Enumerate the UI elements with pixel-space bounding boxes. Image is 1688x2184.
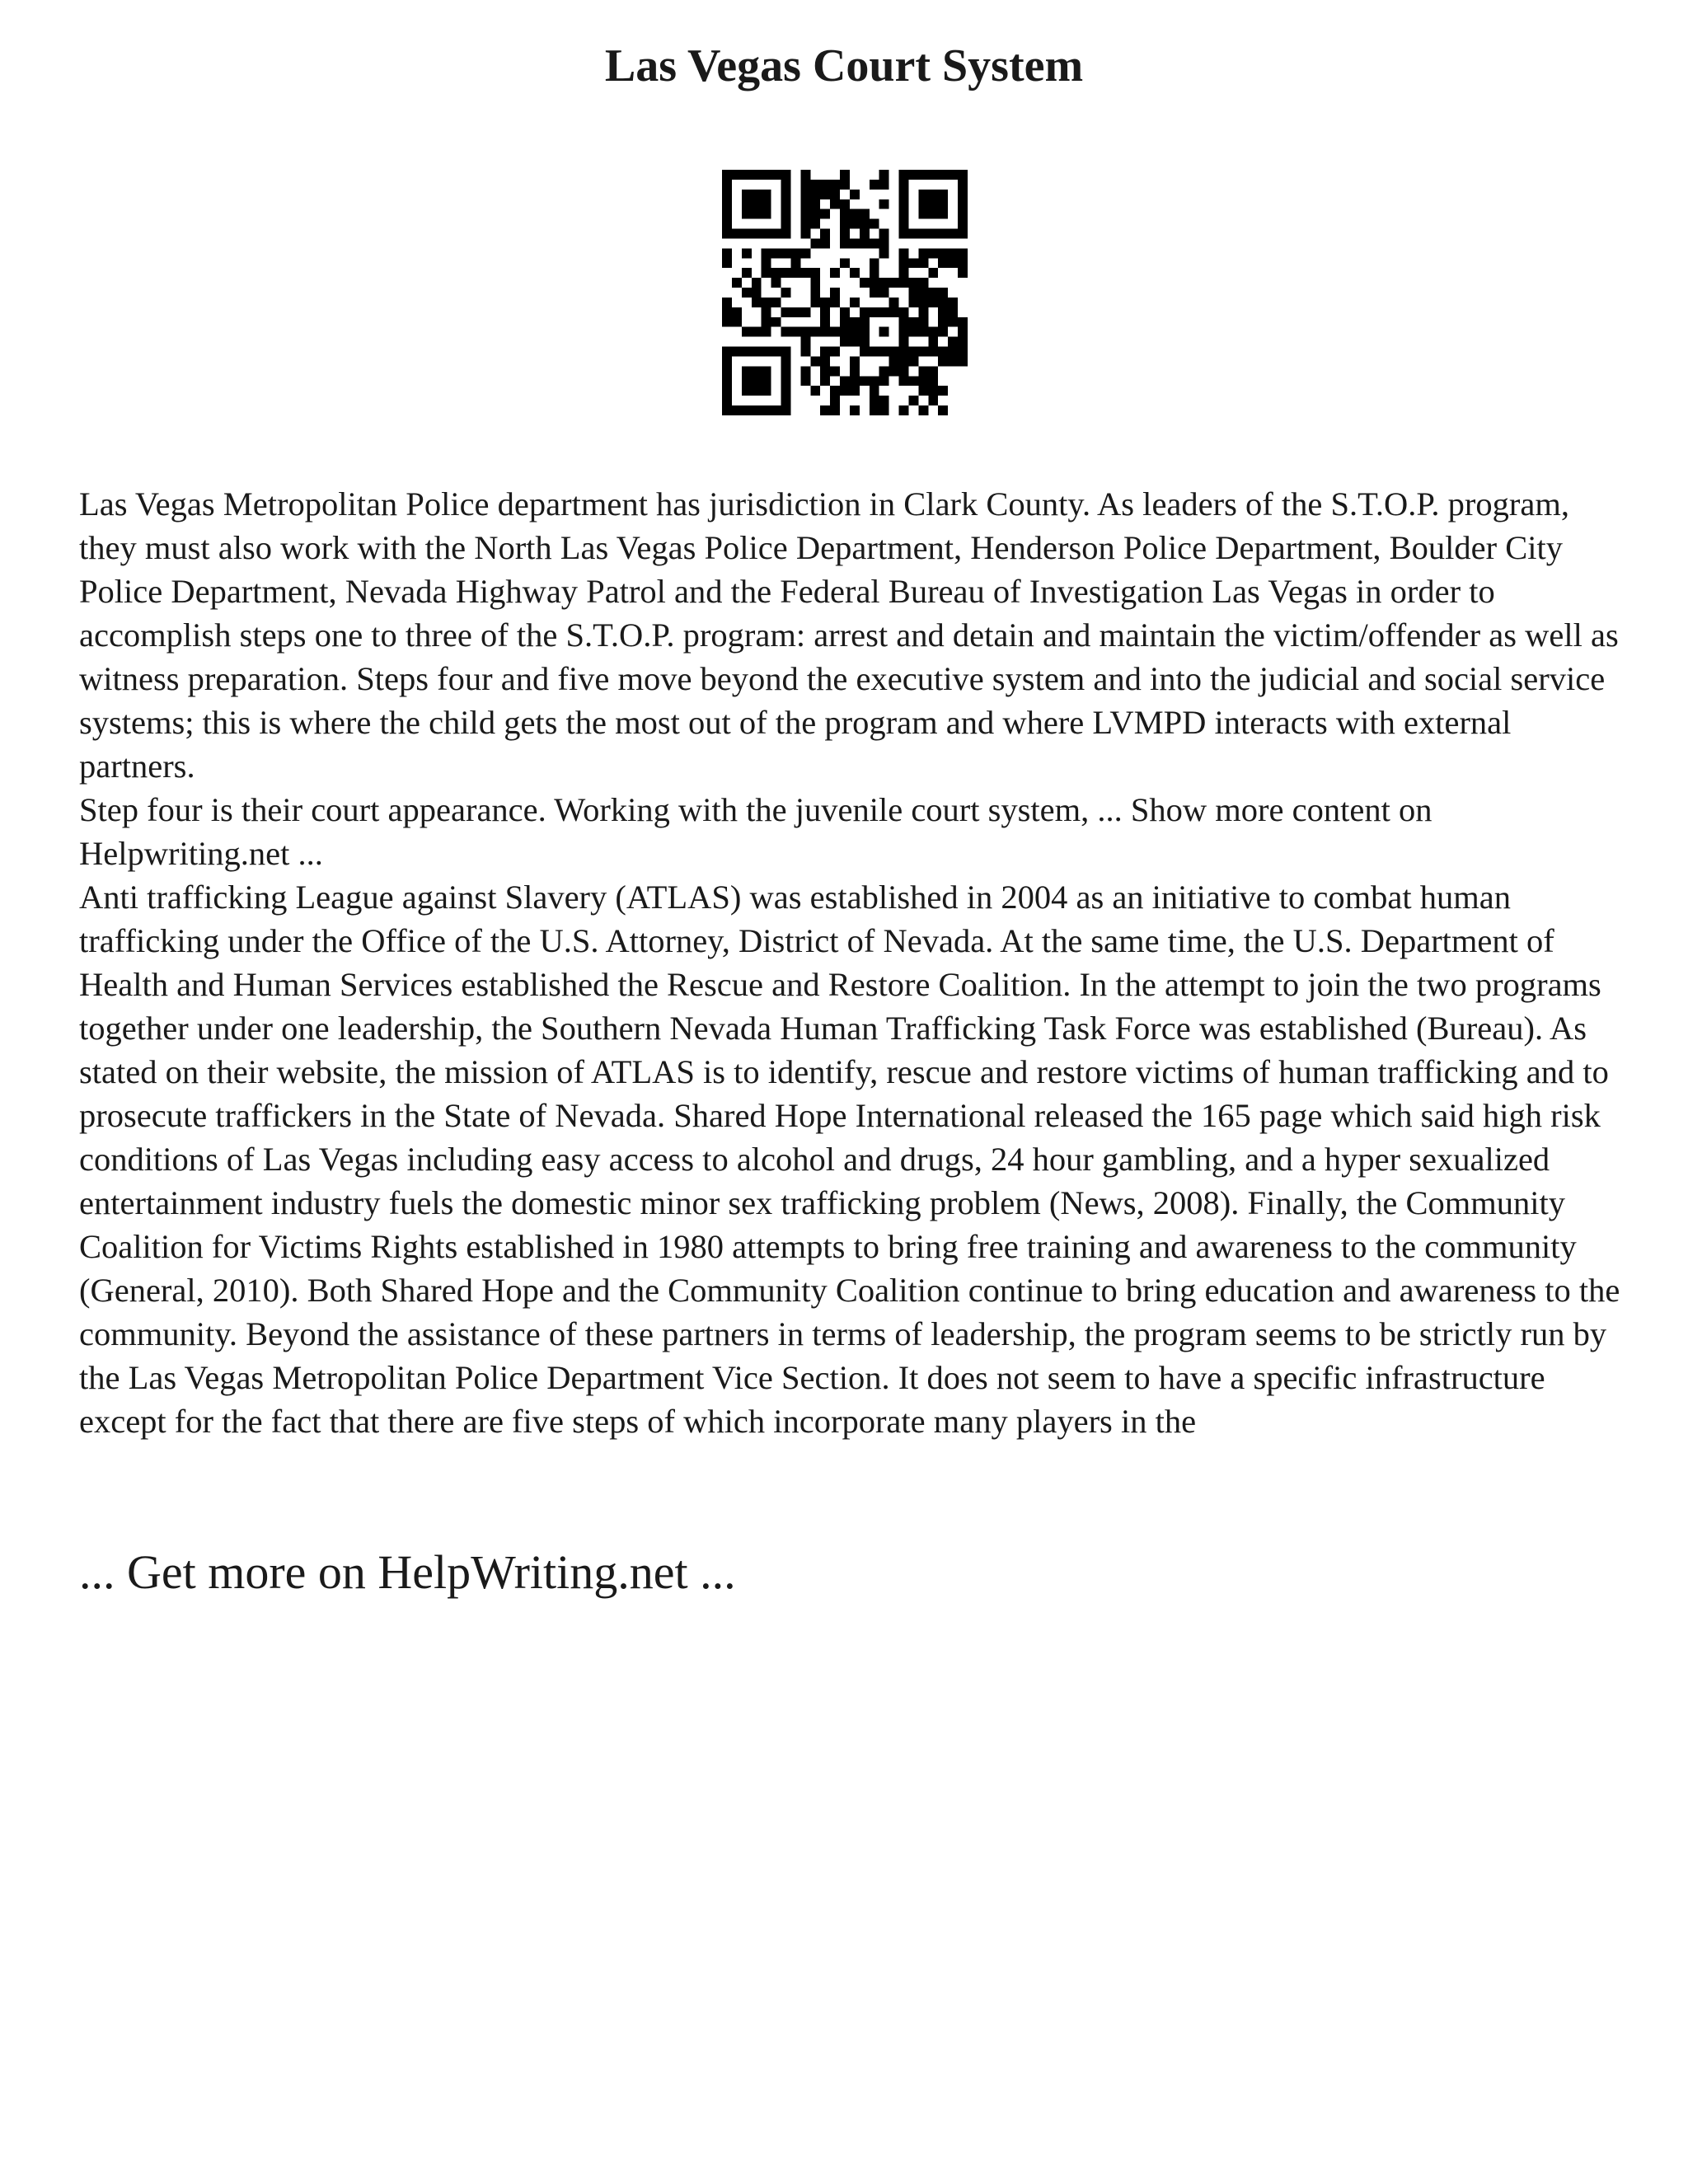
paragraph-atlas: Anti trafficking League against Slavery (ATLAS) was established in 2004 as an initiative to combat human trafficking under the Office of the U.S. Attorney, District of Nevada. At the same time, the U.S. Department of Health and Human Services established the Rescue and Restore Coalition. In the attempt to join the two programs together under one leadership, the Southern Nevada Human Trafficking Task Force was established (Bureau). As stated on their website, the mission of ATLAS is to identify, rescue and restore victims of human trafficking and to prosecute traffickers in the State of Nevada. Shared Hope International released the 165 page which said high risk conditions of Las Vegas including easy access to alcohol and drugs, 24 hour gambling, and a hyper sexualized entertainment industry fuels the domestic minor sex trafficking problem (News, 2008). Finally, the Community Coalition for Victims Rights established in 1980 attempts to bring free training and awareness to the community (General, 2010). Both Shared Hope and the Community Coalition continue to bring education and awareness to the community. Beyond the assistance of these partners in terms of leadership, the program seems to be strictly run by the Las Vegas Metropolitan Police Department Vice Section. It does not seem to have a specific infrastructure except for the fact that there are five steps of which incorporate many players in the [79,879,1620,1440]
article-body [79,482,1629,1443]
paragraph-police-jurisdiction: Las Vegas Metropolitan Police department has jurisdiction in Clark County. As leaders of the S.T.O.P. program, they must also work with the North Las Vegas Police Department, Henderson Police Department, Boulder City Police Department, Nevada Highway Patrol and the Federal Bureau of Investigation Las Vegas in order to accomplish steps one to three of the S.T.O.P. program: arrest and detain and maintain the victim/offender as well as witness preparation. Steps four and five move beyond the executive system and into the judicial and social service systems; this is where the child gets the most out of the program and where LVMPD interacts with external partners. [79,485,1619,785]
qr-code-icon [722,170,968,415]
paragraph-step-four: Step four is their court appearance. Working with the juvenile court system, ... Show more content on Helpwriting.net ... [79,791,1432,872]
page-title: Las Vegas Court System [604,40,1084,91]
get-more-link[interactable]: ... Get more on HelpWriting.net ... [79,1545,736,1599]
